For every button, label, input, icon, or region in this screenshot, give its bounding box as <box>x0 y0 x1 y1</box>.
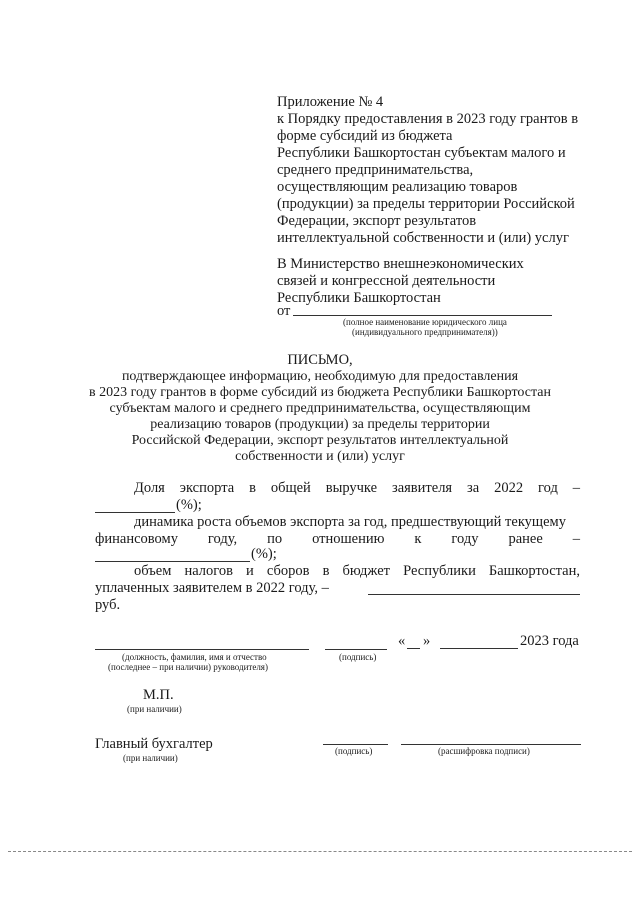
addressee-line-3: Республики Башкортостан <box>277 290 441 306</box>
from-hint-2: (индивидуального предпринимателя)) <box>352 327 498 337</box>
accountant-decode-blank <box>401 744 581 745</box>
taxes-blank <box>368 594 580 595</box>
export-growth-line-1: динамика роста объемов экспорта за год, предшествующий текущему <box>134 514 566 530</box>
accountant-label: Главный бухгалтер <box>95 736 213 752</box>
page-bottom-divider <box>8 851 632 852</box>
date-year: 2023 года <box>520 633 579 649</box>
position-hint-1: (должность, фамилия, имя и отчество <box>122 652 267 662</box>
appendix-line-7: (продукции) за пределы территории Российской <box>277 196 575 212</box>
accountant-hint: (при наличии) <box>123 753 178 763</box>
letter-subtitle-1: подтверждающее информацию, необходимую для предоставления <box>121 369 519 384</box>
letter-subtitle-2: в 2023 году грантов в форме субсидий из бюджета Республики Башкортостан <box>89 385 551 400</box>
date-month-blank <box>440 648 518 649</box>
appendix-line-5: среднего предпринимательства, <box>277 162 474 178</box>
accountant-sign-hint: (подпись) <box>335 746 373 756</box>
taxes-line-2: уплаченных заявителем в 2022 году, – <box>95 580 329 596</box>
appendix-line-3: форме субсидий из бюджета <box>277 128 453 144</box>
taxes-line-1: объем налогов и сборов в бюджет Республики Башкортостан, <box>134 563 580 579</box>
export-share-line: Доля экспорта в общей выручке заявителя за 2022 год – <box>134 480 580 496</box>
date-day-blank <box>407 648 420 649</box>
letter-subtitle-4: реализацию товаров (продукции) за пределы территории <box>150 417 490 432</box>
export-growth-line-2: финансовому году, по отношению к году ранее – <box>95 531 580 547</box>
date-close-quote: » <box>423 633 431 649</box>
letter-title: ПИСЬМО, <box>287 352 353 368</box>
from-label: от <box>277 303 291 319</box>
sign-hint: (подпись) <box>339 652 377 662</box>
appendix-line-4: Республики Башкортостан субъектам малого и <box>277 145 566 161</box>
addressee-line-2: связей и конгрессной деятельности <box>277 273 496 289</box>
sign-blank <box>325 649 387 650</box>
appendix-line-1: Приложение № 4 <box>277 94 384 110</box>
letter-subtitle-6: собственности и (или) услуг <box>235 449 405 464</box>
appendix-line-2: к Порядку предоставления в 2023 году грантов в <box>277 111 579 127</box>
export-share-unit: (%); <box>176 497 202 513</box>
from-hint-1: (полное наименование юридического лица <box>343 317 507 327</box>
position-hint-2: (последнее – при наличии) руководителя) <box>108 662 268 672</box>
appendix-line-8: Федерации, экспорт результатов <box>277 213 477 229</box>
accountant-sign-blank <box>323 744 388 745</box>
appendix-line-6: осуществляющим реализацию товаров <box>277 179 518 195</box>
stamp-label: М.П. <box>143 687 174 703</box>
taxes-unit: руб. <box>95 597 121 613</box>
from-blank-line <box>293 315 552 316</box>
letter-subtitle-5: Российской Федерации, экспорт результатов интеллектуальной <box>131 433 509 448</box>
export-growth-unit: (%); <box>251 546 277 562</box>
export-growth-blank <box>95 561 250 562</box>
date-open-quote: « <box>398 633 406 649</box>
letter-subtitle-3: субъектам малого и среднего предпринимательства, осуществляющим <box>109 401 531 416</box>
appendix-line-9: интеллектуальной собственности и (или) услуг <box>277 230 569 246</box>
position-blank <box>95 649 309 650</box>
accountant-decode-hint: (расшифровка подписи) <box>438 746 530 756</box>
export-share-blank <box>95 512 175 513</box>
stamp-hint: (при наличии) <box>127 704 182 714</box>
addressee-line-1: В Министерство внешнеэкономических <box>277 256 524 272</box>
